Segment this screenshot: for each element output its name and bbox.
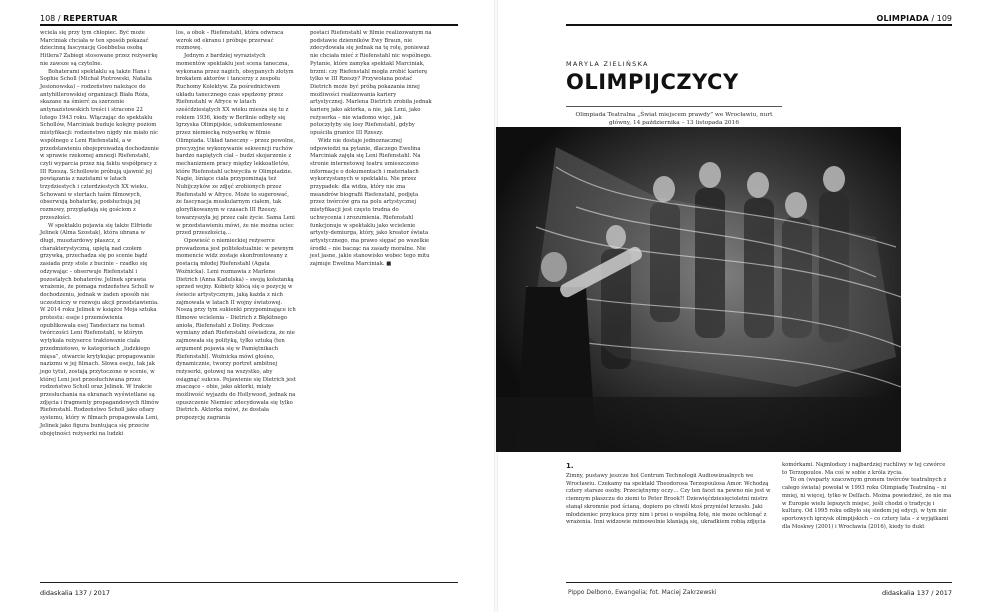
page-number-right: / 109	[931, 14, 952, 23]
header-rule-left	[40, 24, 458, 26]
stage-photo-image	[496, 127, 901, 452]
paragraph: wciela się przy tym chłopiec. Być może Marciniak chciała w ten sposób pokazać dziecinną fascynację Goebbelsa osobą Hitlera? Zabiegi stosowane przez reżyserkę nie zawsze są czytelne.	[40, 30, 158, 67]
text-column-4	[566, 473, 772, 527]
info-rule-top	[566, 106, 782, 107]
photo-label: 1.	[566, 462, 574, 470]
section-label-left: REPERTUAR	[63, 14, 118, 23]
article-title: OLIMPIJCZYCY	[566, 70, 739, 94]
text-column-1	[40, 30, 160, 438]
paragraph: Opowieść o niemieckiej reżyserce prowadzona jest politekstualnie: w pewnym momencie widz zostaje skonfrontowany z postacią młodej Riefenstahl (Agata Woźnicka). Leni rozmawia z Marlene Dietrich (Anna Kadulska) – swoją koleżanką sprzed wojny. Kobiety kłócą się o pozycję w świecie artystycznym, jaką każda z nich zajmowała w latach II wojny światowej. Noszą przy tym sukienki przypominające ich filmowe wcielenia – Dietrich z Błękitnego anioła, Riefenstahl z Doliny. Podczas wymiany zdań Riefenstahl oświadcza, że nie zajmowała się polityką, tylko sztuką (ten argument pojawia się w Pamiętnikach Riefenstahl). Woźnicka mówi głośno, dynamicznie, tworzy portret ambitnej reżyserki, gotowej na wszystko, aby osiągnąć sukces. Pojawienie się Dietrich jest znaczące – obie, jako aktorki, miały możliwość wyjazdu do Hollywood, jednak na opuszczenie Niemiec zdecydowała się tylko Dietrich. Aktorka mówi, że dostała propozycję zagrania	[176, 237, 296, 422]
text-column-3	[310, 30, 432, 269]
header-rule-right	[566, 24, 952, 26]
footer-rule-left	[40, 582, 458, 583]
paragraph: Jednym z bardziej wyrazistych momentów spektaklu jest scena taneczna, wykonana przez nagich, obsypanych złotym brokatem aktorów i tancerzy z zespołu Ruchomy Kolektyw. Za pośrednictwem układu tanecznego czas spędzony przez Riefenstahl w Afryce w latach sześćdziesiątych XX wieku miesza się tu z rokiem 1936, kiedy w Berlinie odbyły się Igrzyska Olimpijskie, udokumentowane przez niemiecką reżyserkę w filmie Olimpiada. Układ taneczny – przez powolne, precyzyjne wykonywanie sekwencji ruchów bardzo napiętych ciał – budzi skojarzenie z mechanizmem pracy między lekkoatletów, które Riefenstahl uchwyciła w Olimpiadzie. Nagie, lśniące ciała przypominają też Nubijczyków ze zdjęć zrobionych przez Riefenstahl w Afryce. Może to sugerować, że fascynacja muskularnym ciałem, tak gloryfikowanym w czasach III Rzeszy, towarzyszyła jej przez całe życie. Sama Leni w przedstawieniu mówi, że nie można uciec przed przeszłością…	[176, 53, 296, 237]
footer-left: didaskalia 137 / 2017	[40, 589, 110, 597]
paragraph: komórkami. Najmłodszy i najbardziej ruchliwy w tej czwórce to Terzopoulos. Ma coś w sobie z króla życia.	[782, 462, 946, 476]
header-right	[876, 14, 952, 23]
article-author: MARYLA ZIELIŃSKA	[566, 60, 649, 68]
paragraph: To on (wsparty szacownym gronem twórców teatralnych z całego świata) powołał w 1993 roku Olimpiadę Teatralną – ni mniej, ni więcej, tylko w Delfach. Można powiedzieć, że nie ma w Europie wielu lepszych miejsc, jeśli chodzi o tradycję i kulturę. Od 1995 roku odbyło się siedem jej edycji, w tym nie sportowych igrzysk olimpijskich – co cztery lata – z wyjątkami dla Moskwy (2001) i Wrocławia (2016), kiedy to dukt	[782, 477, 952, 530]
photo-credit: Pippo Delbono, Ewangelia; fot. Maciej Zakrzewski	[568, 589, 717, 596]
footer-right: didaskalia 137 / 2017	[882, 589, 952, 597]
paragraph: W spektaklu pojawia się także Elfriede Jelinek (Alma Szostak), która ubrana w długi, musztardowy płaszcz, z charakterystyczną, upiętą nad czołem grzywką, przechadza się po scenie bądź zasiada przy stole z bucinie – rzadko się odzywając – obserwuje Riefenstahl i pozostałych bohaterów. Jelinek sprawia wrażenie, że pomaga rodzeństwu Scholl w dochodzeniu, jednak w żaden sposób nie uczestniczy w rozwoju akcji przedstawienia. W 2014 roku Jelinek w książce Moja sztuka protestu: eseje i przemówienia opublikowała esej Tandeciarz na temat twórczości Leni Riefenstahl, w którym wytykała reżyserce traktowanie ciała przedmiotowo, w kategoriach „ludzkiego mięsa”, otwarcie krytykując propagowanie nazizmu w jej filmach. Słowa eseju, tak jak jego tytuł, zostają przytoczone w scenie, w której Leni jest przesłuchiwana przez rodzeństwo Scholl oraz Jelinek. W trakcie przesłuchania na ekranach wyświetlane są zdjęcia i fragmenty propagandowych filmów Riefenstahl. Rodzeństwo Scholl jako ofiary systemu, który w filmach propagowała Leni, Jelinek jako figura buntująca się przeciw obojętności reżyserki na ludzki	[40, 222, 160, 437]
stage-photo	[496, 127, 901, 452]
page-number-left: 108 /	[40, 14, 61, 23]
header-left	[40, 14, 118, 23]
text-column-2	[176, 30, 296, 423]
paragraph: postaci Riefenstahl w filmie realizowanym na podstawie dzienników Ewy Braun, nie zdecydowała się jednak na tę rolę, ponieważ nie chciała mieć z Riefenstahl nic wspólnego. Pytanie, które zamyka spektakl Marciniak, brzmi: czy Riefenstahl mogła zrobić karierę tylko w III Rzeszy? Przywołana postać Dietrich może być próbą pokazania innej możliwości realizowania kariery artystycznej. Marlena Dietrich zrobiła jednak karierę jako aktorka, a nie, jak Leni, jako reżyserka – nie wiadomo więc, jak potoczyłyby się losy Riefenstahl, gdyby opuściła granice III Rzeszy.	[310, 30, 432, 137]
footer-rule-right	[566, 582, 952, 583]
production-info: Olimpiada Teatralna „Świat miejscem prawdy” we Wrocławiu, nurt główny, 14 października – 13 listopada 2016	[575, 112, 773, 126]
paragraph: Zimny, pustawy jeszcze hol Centrum Technologii Audiowizualnych we Wrocławiu. Czekamy na spektakl Theodorosa Terzopoulosa Amor. Wchodzą cztery starsze osoby. Przeciętnymy oczy… Czy ten facet na pewno nie jest w ciemnym płaszczu do ziemi to Peter Brook?! Dziewięćdziesięcioletni mistrz stanął skromnie pod ścianą, dopiero po chwili ktoś przyniósł krzesło. Jaki młodzieniec przykuca przy nim i prosi o wspólną fotę, nie może ochłonąć z wrażenia. Inni widzowie mimowolnie kłaniają się, ukradkiem robią zdjęcia	[566, 473, 771, 526]
text-column-5	[782, 462, 952, 531]
paragraph: Widz nie dostaje jednoznacznej odpowiedzi na pytanie, dlaczego Ewelina Marciniak zajęła się Leni Riefenstahl. Na stronie internetowej teatru umieszczono informacje o dokumentach i materiałach wykorzystanych w spektaklu. Nie przez przypadek: dla widza, który nie zna meandrów biografii Riefenstahl, podjęta przez twórców gra na polu artystycznej mistyfikacji jest często trudna do uchwycenia i zrozumienia. Riefenstahl funkcjonuje w spektaklu jako wcielenie artysty-demiurga, który, jako kreator świata artystycznego, ma prawo sięgać po wszelkie środki – nie bacząc na zasady moralne. Nie jest jasne, jakie stanowisko wobec tego mitu zajmuje Ewelina Marciniak. ■	[310, 137, 430, 268]
paragraph: Bohaterami spektaklu są także Hans i Sophie Scholl (Michał Piotrowski, Natalia Jesionowska) – rodzeństwo należące do antyhitlerowskiej organizacji Biała Róża, skazane na śmierć za szerzenie antynazistowskich treści i stracone 22 lutego 1943 roku. Włączając do spektaklu Schollów, Marciniak buduje kolejny poziom mistyfikacji: rodzeństwo nigdy nie miało nic wspólnego z Leni Riefenstahl, a w przedstawieniu obojeprowadzą dochodzenie w sprawie rzekomej amnezji Riefenstahl, czyli wyparcia przez nią faktu współpracy z III Rzeszą. Schollowie próbują ujawnić jej powiązania z nazistami w latach trzydziestych i czterdziestych XX wieku. Schowani w stertach taśm filmowych, obserwują bohaterkę, podsłuchują jej rozmowy, przyglądają się gościom z przeszłości.	[40, 68, 159, 221]
section-label-right: OLIMPIADA	[876, 14, 929, 23]
paragraph: los, a obok – Riefenstahl, która odwraca wzrok od ekranu i próbuje przerwać rozmowę.	[176, 30, 284, 52]
